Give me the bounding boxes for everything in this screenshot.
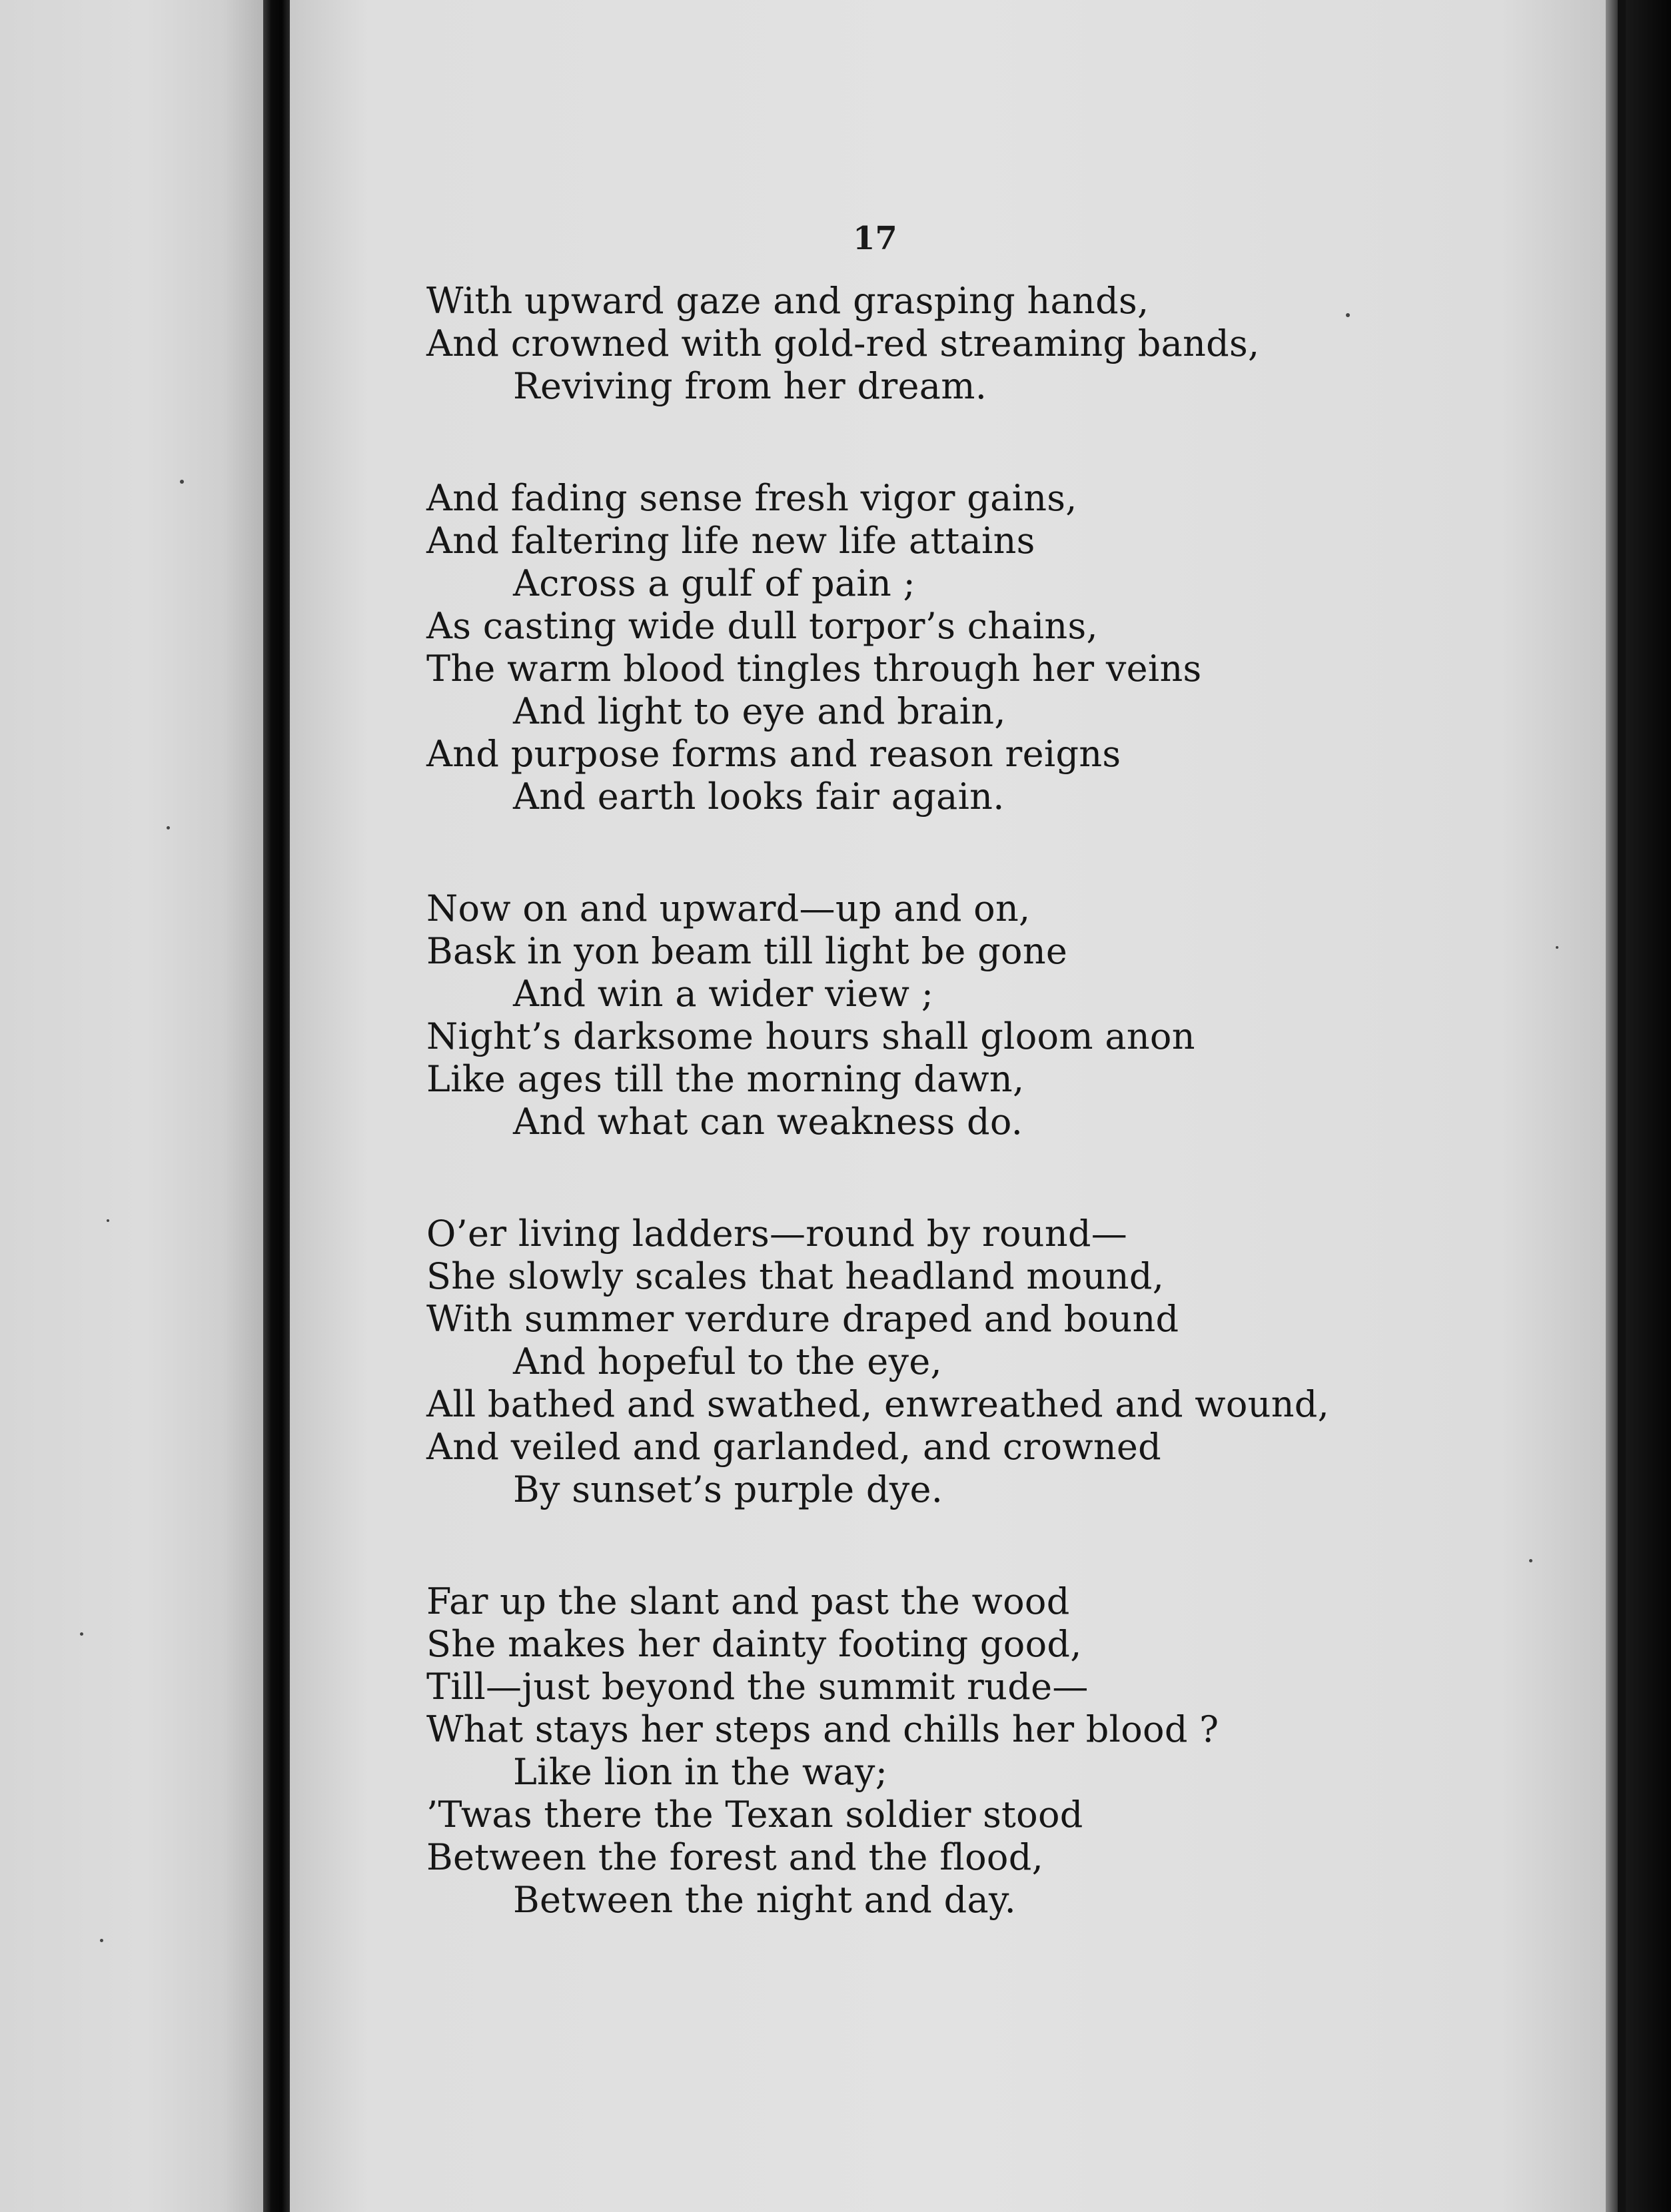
ink-speck [80, 1632, 83, 1636]
poem-line: All bathed and swathed, enwreathed and wound, [426, 1383, 1330, 1425]
stanza [426, 887, 1586, 1143]
poem-line: ’Twas there the Texan soldier stood [426, 1794, 1083, 1836]
poem-line: And veiled and garlanded, and crowned [426, 1426, 1162, 1468]
scan-border [1606, 0, 1671, 2212]
poem-line: And faltering life new life attains [426, 520, 1035, 562]
poem-line: And purpose forms and reason reigns [426, 733, 1121, 775]
poem-line: Between the night and day. [513, 1879, 1017, 1921]
ink-speck [167, 826, 170, 830]
poem-line: With summer verdure draped and bound [426, 1298, 1179, 1340]
poem-line: Till—just beyond the summit rude— [426, 1666, 1089, 1708]
poem-line: What stays her steps and chills her blood ? [426, 1708, 1219, 1750]
poem-line: She slowly scales that headland mound, [426, 1255, 1165, 1297]
poem-line: O’er living ladders—round by round— [426, 1213, 1128, 1255]
stanza [426, 1580, 1586, 1922]
poem-line: Far up the slant and past the wood [426, 1580, 1070, 1622]
poem-line: And light to eye and brain, [513, 690, 1006, 732]
poem-line: And what can weakness do. [513, 1101, 1023, 1143]
poem-line: And fading sense fresh vigor gains, [426, 477, 1077, 519]
poem-line: Now on and upward—up and on, [426, 887, 1031, 929]
poem-line: And win a wider view ; [513, 973, 934, 1015]
poem-line: Like ages till the morning dawn, [426, 1058, 1025, 1100]
stanza [426, 280, 1586, 408]
page-number: 17 [853, 220, 897, 257]
poem-line: By sunset’s purple dye. [513, 1468, 943, 1510]
poem-line: She makes her dainty footing good, [426, 1623, 1082, 1665]
poem-line: Across a gulf of pain ; [513, 562, 916, 604]
facing-page [0, 0, 263, 2212]
poem-line: With upward gaze and grasping hands, [426, 280, 1149, 322]
binding-gutter [263, 0, 290, 2212]
poem-line: Reviving from her dream. [513, 365, 987, 407]
poem-text [426, 280, 1586, 1922]
ink-speck [180, 480, 184, 484]
ink-speck [100, 1939, 103, 1942]
border-rule [1618, 0, 1626, 2212]
poem-line: As casting wide dull torpor’s chains, [426, 605, 1098, 647]
stanza [426, 477, 1586, 818]
poem-line: And hopeful to the eye, [513, 1341, 942, 1382]
poem-line: Night’s darksome hours shall gloom anon [426, 1015, 1195, 1057]
poem-line: Between the forest and the flood, [426, 1836, 1044, 1878]
poem-line: And earth looks fair again. [513, 776, 1005, 818]
poem-line: Bask in yon beam till light be gone [426, 930, 1068, 972]
poem-line: Like lion in the way; [513, 1751, 888, 1793]
ink-speck [107, 1219, 109, 1222]
poem-line: The warm blood tingles through her veins [426, 648, 1202, 690]
stanza [426, 1213, 1586, 1511]
poem-line: And crowned with gold-red streaming bands, [426, 322, 1260, 364]
